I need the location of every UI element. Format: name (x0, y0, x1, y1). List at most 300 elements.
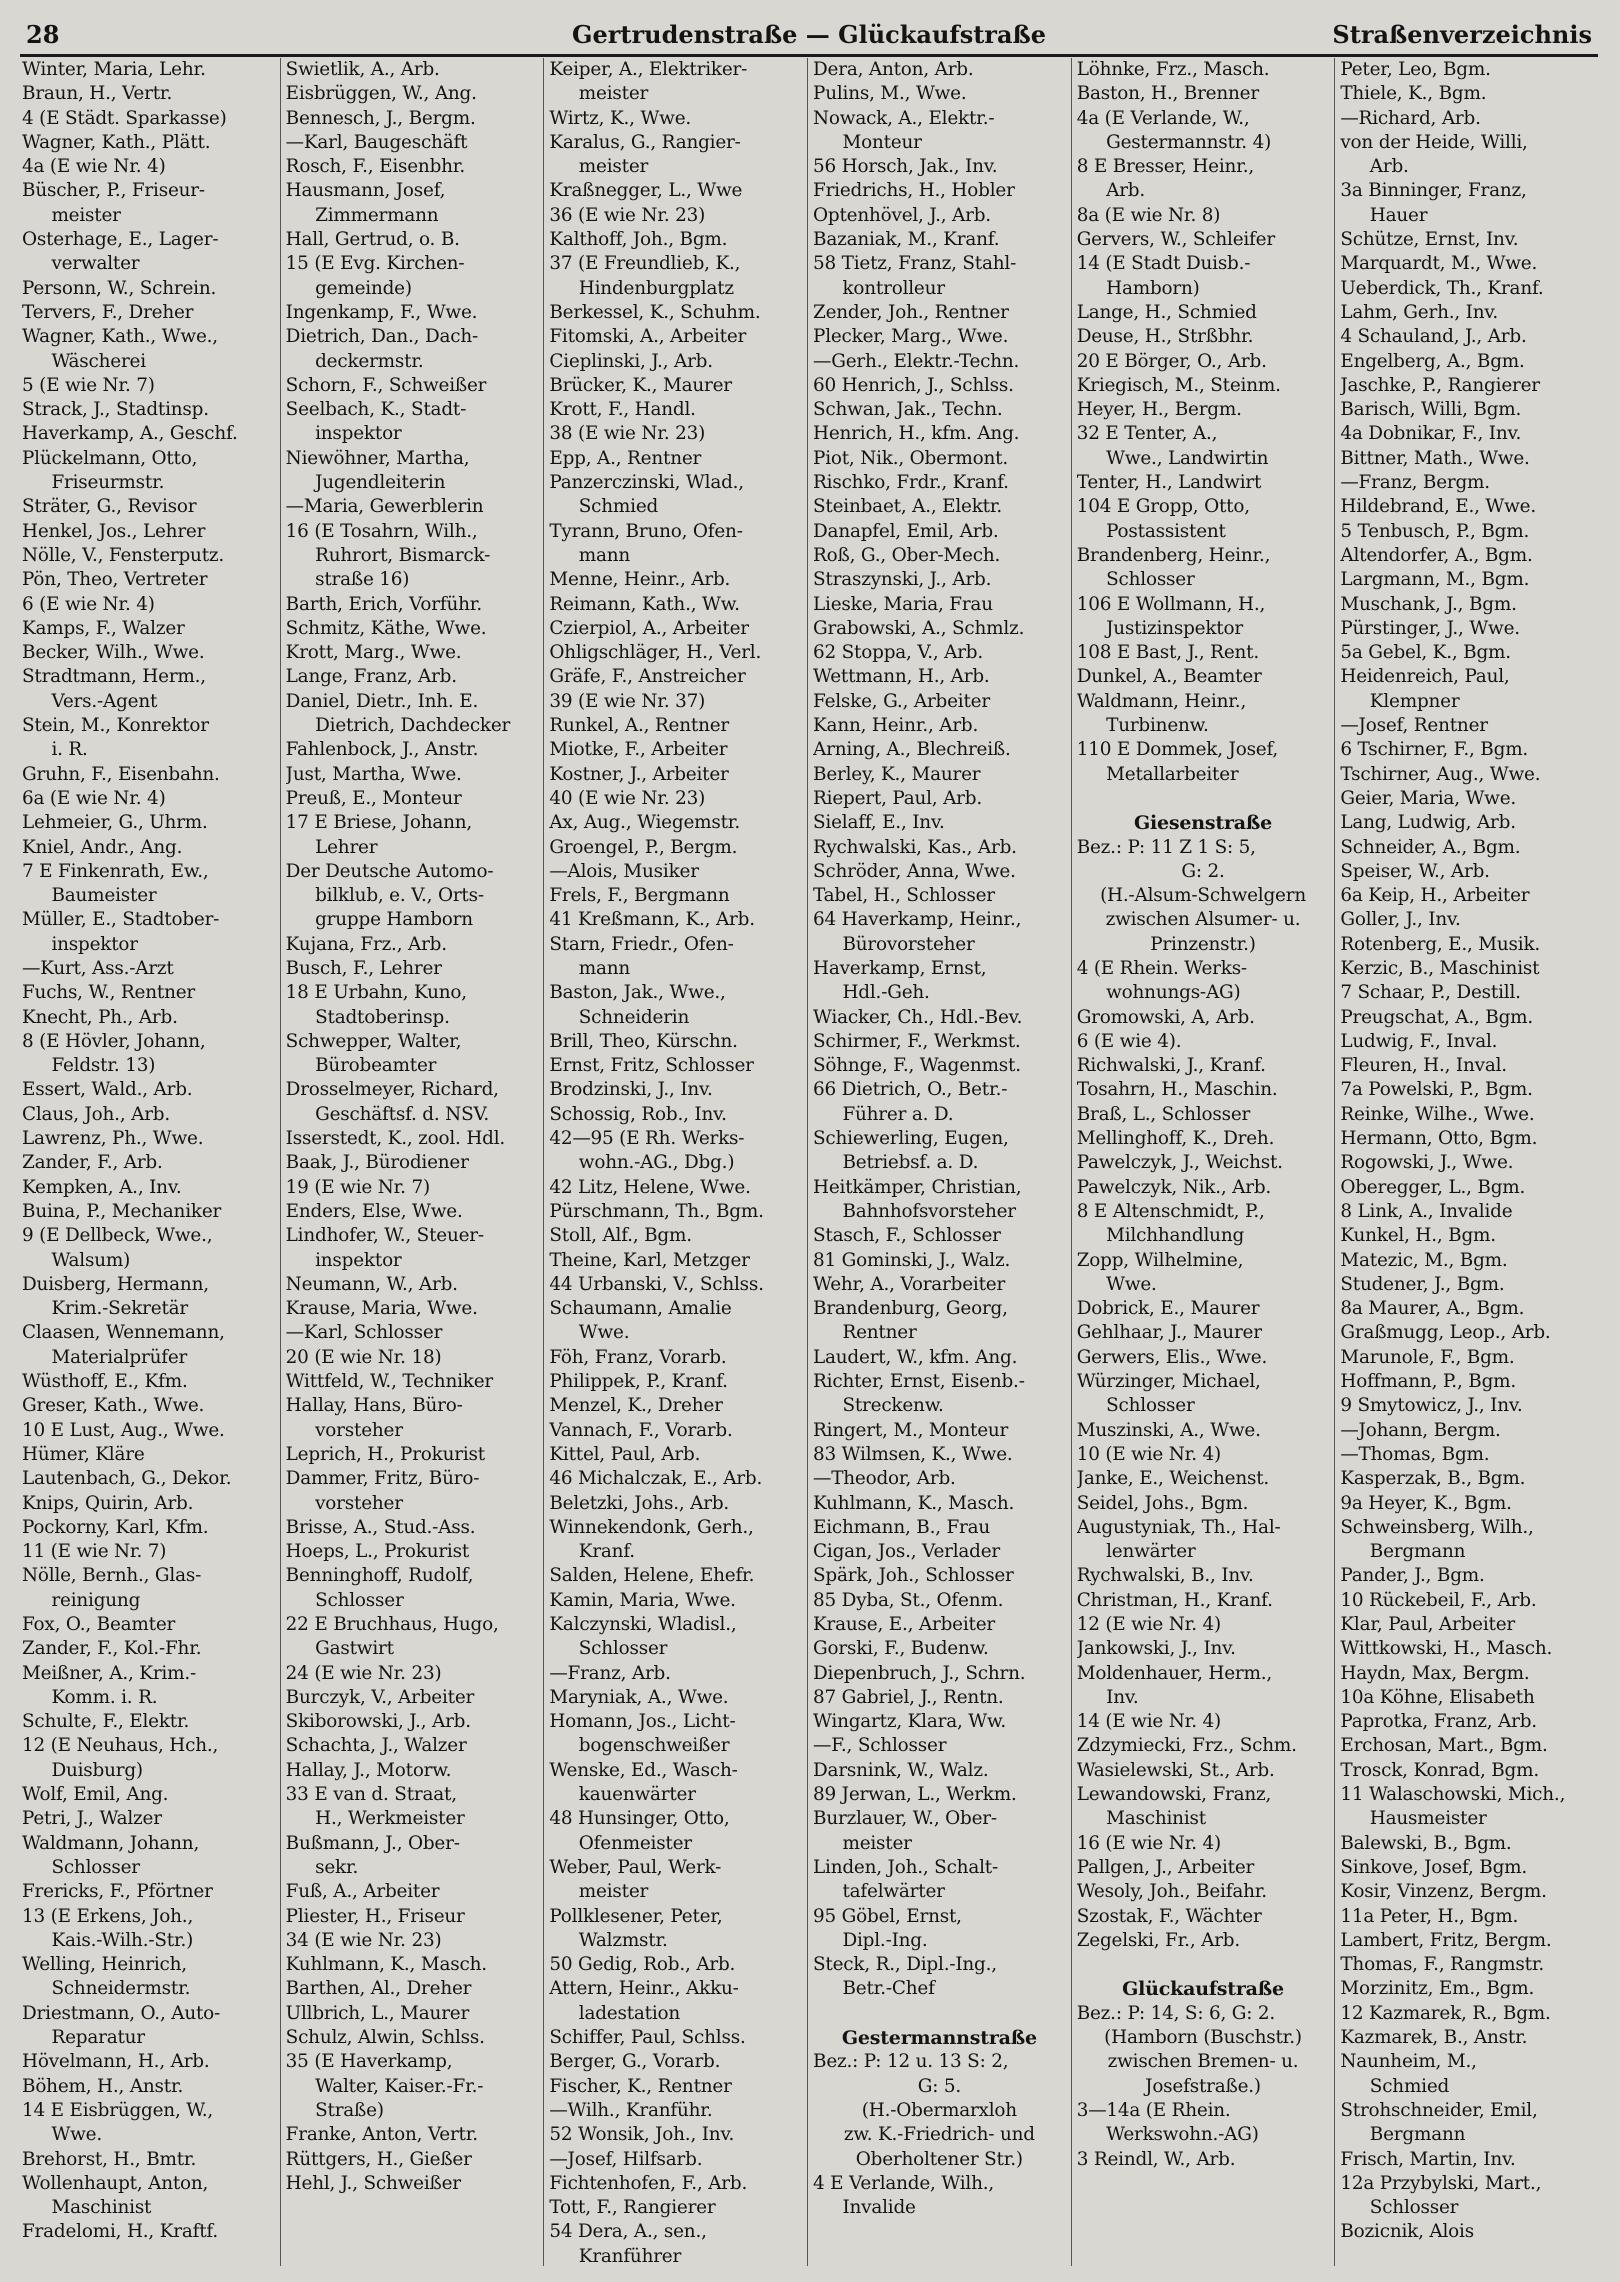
directory-entry: Seidel, Johs., Bgm. (1076, 1492, 1249, 1514)
directory-entry: Föh, Franz, Vorarb. (549, 1346, 727, 1368)
directory-entry: —Alois, Musiker (549, 860, 699, 882)
directory-entry: Schirmer, F., Werkmst. (813, 1030, 1021, 1052)
directory-entry: Busch, F., Lehrer (285, 957, 442, 979)
entry-continuation: Führer a. D. (842, 1103, 954, 1125)
directory-entry: Roß, G., Ober-Mech. (813, 544, 1001, 566)
column-6 (1334, 58, 1598, 2266)
entry-continuation: inspektor (315, 1249, 402, 1271)
directory-entry: Baston, Jak., Wwe., (549, 982, 726, 1004)
directory-entry: Kittel, Paul, Arb. (549, 1443, 701, 1465)
directory-entry: Lahm, Gerh., Inv. (1340, 301, 1499, 323)
entry-continuation: inspektor (315, 423, 402, 445)
entry-continuation: Schlosser (1369, 2197, 1459, 2219)
directory-entry: Hoeps, L., Prokurist (285, 1541, 470, 1563)
directory-entry: 6a Keip, H., Arbeiter (1340, 885, 1530, 907)
entry-continuation: Stadtoberinsp. (315, 1006, 450, 1028)
directory-entry: 66 Dietrich, O., Betr.- (813, 1079, 1008, 1101)
directory-entry: Müller, E., Stadtober- (22, 909, 220, 931)
directory-entry: Friedrichs, H., Hobler (813, 180, 1015, 202)
directory-entry: Krause, Maria, Wwe. (285, 1298, 478, 1320)
directory-entry: —Johann, Bergm. (1340, 1419, 1501, 1441)
directory-entry: 9 Smytowicz, J., Inv. (1340, 1395, 1523, 1417)
entry-continuation: Vers.-Agent (51, 690, 158, 712)
directory-entry: Kalczynski, Wladisl., (549, 1614, 737, 1635)
directory-entry: —Thomas, Bgm. (1340, 1443, 1490, 1465)
directory-entry: 24 (E wie Nr. 23) (285, 1662, 442, 1684)
directory-entry: Darsnink, W., Walz. (813, 1759, 989, 1781)
directory-entry: 58 Tietz, Franz, Stahl- (813, 253, 1017, 275)
directory-entry: Lehmeier, G., Uhrm. (22, 812, 208, 834)
directory-entry: Muschank, J., Bgm. (1340, 593, 1517, 615)
directory-entry: Franke, Anton, Vertr. (285, 2124, 478, 2146)
directory-entry: Bez.: P: 14, S: 6, G: 2. (1076, 2002, 1276, 2024)
entry-continuation: Bahnhofsvorsteher (842, 1200, 1016, 1222)
directory-entry: Heidenreich, Paul, (1340, 666, 1510, 688)
directory-entry: Ohligschläger, H., Verl. (549, 642, 762, 664)
directory-entry: Schulte, F., Elektr. (22, 1711, 190, 1733)
directory-entry: 14 (E wie Nr. 4) (1076, 1711, 1221, 1733)
directory-entry: Wittkowski, H., Masch. (1340, 1638, 1553, 1660)
directory-entry: Salden, Helene, Ehefr. (549, 1565, 755, 1587)
directory-entry: Pliester, H., Friseur (285, 1905, 465, 1927)
directory-columns (20, 58, 1598, 2266)
directory-entry: 12 (E Neuhaus, Hch., (22, 1735, 219, 1757)
page-header (20, 14, 1598, 57)
street-info: G: 2. (1181, 860, 1225, 882)
directory-entry: Ernst, Fritz, Schlosser (549, 1055, 754, 1077)
directory-entry: 54 Dera, A., sen., (549, 2221, 707, 2243)
entry-continuation: Turbinenw. (1106, 715, 1209, 737)
directory-entry: Dera, Anton, Arb. (813, 59, 974, 80)
directory-entry: Steck, R., Dipl.-Ing., (813, 1954, 997, 1976)
directory-entry: Frels, F., Bergmann (549, 885, 730, 907)
directory-entry: 42—95 (E Rh. Werks- (549, 1128, 745, 1150)
directory-entry: 64 Haverkamp, Heinr., (813, 909, 1022, 931)
directory-entry: Fichtenhofen, F., Arb. (549, 2172, 748, 2194)
entry-continuation: Geschäftsf. d. NSV. (315, 1103, 489, 1125)
directory-entry: Linden, Joh., Schalt- (813, 1856, 998, 1878)
entry-continuation: Gestermannstr. 4) (1106, 131, 1272, 153)
directory-entry: Preuß, E., Monteur (285, 787, 462, 809)
directory-entry: Wagner, Kath., Wwe., (22, 326, 218, 348)
directory-entry: Lautenbach, G., Dekor. (22, 1468, 232, 1490)
directory-entry: Starn, Friedr., Ofen- (549, 933, 734, 955)
directory-entry: 11a Peter, H., Bgm. (1340, 1905, 1519, 1927)
directory-entry: 85 Dyba, St., Ofenm. (813, 1589, 1004, 1611)
entry-continuation: Maschinist (51, 2197, 152, 2219)
entry-continuation: lenwärter (1106, 1541, 1196, 1563)
column-1 (20, 58, 280, 2266)
directory-entry: Wollenhaupt, Anton, (22, 2172, 209, 2194)
directory-entry: 5 Tenbusch, P., Bgm. (1340, 520, 1530, 542)
directory-entry: Spärk, Joh., Schlosser (813, 1565, 1014, 1587)
directory-entry: Hausmann, Josef, (285, 180, 446, 202)
directory-entry: Rogowski, J., Wwe. (1340, 1152, 1514, 1174)
directory-entry: Ueberdick, Th., Kranf. (1340, 277, 1544, 299)
directory-entry: 37 (E Freundlieb, K., (549, 253, 741, 275)
street-heading: Glückaufstraße (1122, 1978, 1284, 2001)
street-info: (Hamborn (Buschstr.) (1104, 2027, 1302, 2049)
directory-entry: Büscher, P., Friseur- (22, 180, 205, 202)
directory-entry: 60 Henrich, J., Schlss. (813, 374, 1014, 396)
directory-entry: Fuß, A., Arbeiter (285, 1881, 440, 1903)
directory-entry: Osterhage, E., Lager- (22, 229, 219, 251)
entry-continuation: Duisburg) (51, 1759, 143, 1781)
directory-entry: Schweinsberg, Wilh., (1340, 1516, 1534, 1538)
entry-continuation: bilklub, e. V., Orts- (315, 885, 484, 907)
directory-entry: 14 E Eisbrüggen, W., (22, 2099, 214, 2121)
entry-continuation: gemeinde) (315, 277, 412, 299)
entry-continuation: Arb. (1106, 180, 1146, 202)
directory-entry: —Theodor, Arb. (813, 1468, 956, 1490)
directory-entry: Wolf, Emil, Ang. (22, 1784, 169, 1806)
directory-entry: Keiper, A., Elektriker- (549, 59, 748, 80)
directory-entry: Mellinghoff, K., Dreh. (1076, 1128, 1275, 1150)
directory-entry: Krause, E., Arbeiter (813, 1614, 996, 1635)
directory-entry: Schossig, Rob., Inv. (549, 1103, 727, 1125)
directory-entry: Naunheim, M., (1340, 2051, 1477, 2073)
directory-entry: 35 (E Haverkamp, (285, 2051, 453, 2073)
directory-entry: 13 (E Erkens, Joh., (22, 1905, 194, 1927)
street-info: Josefstraße.) (1145, 2075, 1261, 2097)
directory-entry: Pürschmann, Th., Bgm. (549, 1200, 764, 1222)
spacer (813, 2002, 1066, 2026)
directory-entry: Löhnke, Frz., Masch. (1076, 59, 1270, 80)
directory-entry: Brodzinski, J., Inv. (549, 1079, 713, 1101)
directory-entry: 108 E Bast, J., Rent. (1076, 642, 1259, 664)
entry-continuation: Metallarbeiter (1106, 763, 1239, 785)
entry-continuation: vorsteher (315, 1492, 403, 1514)
directory-entry: Ax, Aug., Wiegemstr. (549, 812, 741, 834)
directory-entry: Nölle, Bernh., Glas- (22, 1565, 202, 1587)
entry-continuation: mann (578, 957, 631, 979)
directory-entry: Thomas, F., Rangmstr. (1340, 1954, 1545, 1976)
directory-entry: 41 Kreßmann, K., Arb. (549, 909, 755, 931)
entry-continuation: straße 16) (315, 569, 410, 591)
directory-entry: —Wilh., Kranführ. (549, 2099, 713, 2121)
directory-entry: Schwepper, Walter, (285, 1030, 462, 1052)
directory-entry: Kalthoff, Joh., Bgm. (549, 229, 728, 251)
entry-continuation: H., Werkmeister (315, 1808, 465, 1830)
entry-continuation: Hamborn) (1106, 277, 1200, 299)
directory-entry: 110 E Dommek, Josef, (1076, 739, 1279, 761)
section-title: Straßenverzeichnis (1332, 20, 1592, 49)
directory-entry: Nölle, V., Fensterputz. (22, 544, 225, 566)
directory-entry: 17 E Briese, Johann, (285, 812, 473, 834)
directory-entry: Heyer, H., Bergm. (1076, 399, 1242, 421)
directory-entry: Brandenburg, Georg, (813, 1298, 1008, 1320)
directory-entry: Kniel, Andr., Ang. (22, 836, 183, 858)
directory-entry: 10a Köhne, Elisabeth (1340, 1686, 1535, 1708)
directory-entry: 46 Michalczak, E., Arb. (549, 1468, 763, 1490)
directory-entry: 12 Kazmarek, R., Bgm. (1340, 2002, 1551, 2024)
directory-entry: 6 (E wie 4). (1076, 1030, 1182, 1052)
directory-entry: Fuchs, W., Rentner (22, 982, 195, 1004)
directory-entry: Pawelczyk, Nik., Arb. (1076, 1176, 1272, 1198)
entry-continuation: Friseurmstr. (51, 472, 165, 494)
directory-entry: Jankowski, J., Inv. (1076, 1638, 1236, 1660)
directory-entry: Wettmann, H., Arb. (813, 666, 990, 688)
directory-entry: Fischer, K., Rentner (549, 2075, 732, 2097)
directory-entry: Wingartz, Klara, Ww. (813, 1711, 1006, 1733)
directory-entry: —Gerh., Elektr.-Techn. (813, 350, 1020, 372)
directory-entry: 81 Gominski, J., Walz. (813, 1249, 1011, 1271)
directory-entry: Haydn, Max, Bergm. (1340, 1662, 1530, 1684)
directory-entry: Moldenhauer, Herm., (1076, 1662, 1273, 1684)
entry-continuation: Werkswohn.-AG) (1106, 2124, 1259, 2146)
entry-continuation: Bergmann (1369, 1541, 1466, 1563)
directory-entry: Christman, H., Kranf. (1076, 1589, 1273, 1611)
directory-entry: Largmann, M., Bgm. (1340, 569, 1530, 591)
directory-entry: 11 (E wie Nr. 7) (22, 1541, 167, 1563)
directory-entry: Rychwalski, Kas., Arb. (813, 836, 1017, 858)
directory-entry: Gehlhaar, J., Maurer (1076, 1322, 1262, 1344)
directory-entry: Menne, Heinr., Arb. (549, 569, 731, 591)
directory-entry: Winter, Maria, Lehr. (22, 59, 206, 80)
directory-entry: 14 (E Stadt Duisb.- (1076, 253, 1251, 275)
directory-entry: Schneider, A., Bgm. (1340, 836, 1521, 858)
entry-continuation: Arb. (1369, 156, 1409, 178)
directory-entry: Böhem, H., Anstr. (22, 2075, 184, 2097)
directory-entry: Knecht, Ph., Arb. (22, 1006, 178, 1028)
column-3 (543, 58, 807, 2266)
directory-entry: 3 Reindl, W., Arb. (1076, 2148, 1236, 2170)
directory-entry: Kann, Heinr., Arb. (813, 715, 979, 737)
directory-entry: Augustyniak, Th., Hal- (1076, 1516, 1281, 1538)
directory-entry: 4a Dobnikar, F., Inv. (1340, 423, 1522, 445)
entry-continuation: Schneidermstr. (51, 1978, 191, 2000)
directory-entry: Wiacker, Ch., Hdl.-Bev. (813, 1006, 1023, 1028)
directory-entry: Matezic, M., Bgm. (1340, 1249, 1508, 1271)
entry-continuation: Wwe., Landwirtin (1106, 447, 1269, 469)
directory-entry: Ludwig, F., Inval. (1340, 1030, 1498, 1052)
directory-entry: —F., Schlosser (813, 1735, 947, 1757)
directory-entry: Leprich, H., Prokurist (285, 1443, 485, 1465)
directory-entry: Reinke, Wilhe., Wwe. (1340, 1103, 1535, 1125)
directory-entry: Pander, J., Bgm. (1340, 1565, 1485, 1587)
directory-entry: Schwan, Jak., Techn. (813, 399, 1003, 421)
directory-entry: Sträter, G., Revisor (22, 496, 197, 518)
directory-entry: Hövelmann, H., Arb. (22, 2051, 210, 2073)
directory-entry: Fradelomi, H., Kraftf. (22, 2221, 219, 2243)
directory-entry: 48 Hunsinger, Otto, (549, 1808, 730, 1830)
directory-entry: Barisch, Willi, Bgm. (1340, 399, 1522, 421)
directory-entry: Pockorny, Karl, Kfm. (22, 1516, 209, 1538)
directory-entry: Swietlik, A., Arb. (285, 59, 440, 80)
directory-entry: Gruhn, F., Eisenbahn. (22, 763, 220, 785)
directory-entry: 106 E Wollmann, H., (1076, 593, 1266, 615)
directory-entry: Paprotka, Franz, Arb. (1340, 1711, 1537, 1733)
directory-entry: Gräfe, F., Anstreicher (549, 666, 746, 688)
directory-entry: Kempken, A., Inv. (22, 1176, 182, 1198)
directory-entry: Diepenbruch, J., Schrn. (813, 1662, 1026, 1684)
entry-continuation: Schmied (1369, 2075, 1450, 2097)
directory-entry: Rotenberg, E., Musik. (1340, 933, 1541, 955)
directory-entry: Strack, J., Stadtinsp. (22, 399, 209, 421)
street-info: (H.-Obermarxloh (861, 2099, 1017, 2121)
directory-entry: Fahlenbock, J., Anstr. (285, 739, 479, 761)
directory-entry: Bennesch, J., Bergm. (285, 107, 476, 129)
directory-entry: Hallay, Hans, Büro- (285, 1395, 463, 1417)
entry-continuation: wohnungs-AG) (1106, 982, 1241, 1004)
directory-entry: Nowack, A., Elektr.- (813, 107, 995, 129)
directory-entry: Karalus, G., Rangier- (549, 131, 741, 153)
directory-entry: Ringert, M., Monteur (813, 1419, 1009, 1441)
directory-entry: Lambert, Fritz, Bergm. (1340, 1929, 1552, 1951)
directory-entry: 4a (E Verlande, W., (1076, 107, 1250, 129)
entry-continuation: ladestation (578, 2002, 681, 2024)
directory-entry: Graßmugg, Leop., Arb. (1340, 1322, 1551, 1344)
directory-entry: Danapfel, Emil, Arb. (813, 520, 999, 542)
directory-entry: Janke, E., Weichenst. (1076, 1468, 1270, 1490)
directory-entry: Ullbrich, L., Maurer (285, 2002, 470, 2024)
directory-entry: Gervers, W., Schleifer (1076, 229, 1275, 251)
directory-entry: Zander, F., Arb. (22, 1152, 163, 1174)
directory-entry: Tabel, H., Schlosser (813, 885, 995, 907)
directory-entry: Hümer, Kläre (22, 1443, 145, 1465)
directory-entry: Seelbach, K., Stadt- (285, 399, 467, 421)
directory-entry: Stein, M., Konrektor (22, 715, 209, 737)
directory-entry: 36 (E wie Nr. 23) (549, 204, 706, 226)
directory-entry: Wehr, A., Vorarbeiter (813, 1273, 1006, 1295)
directory-entry: 34 (E wie Nr. 23) (285, 1929, 442, 1951)
directory-entry: Zegelski, Fr., Arb. (1076, 1929, 1241, 1951)
directory-entry: Würzinger, Michael, (1076, 1371, 1261, 1393)
directory-entry: Gromowski, A, Arb. (1076, 1006, 1255, 1028)
directory-entry: Buina, P., Mechaniker (22, 1200, 222, 1222)
directory-entry: Cigan, Jos., Verlader (813, 1541, 1001, 1563)
entry-continuation: Straße) (315, 2099, 384, 2121)
directory-entry: Frericks, F., Pförtner (22, 1881, 213, 1903)
entry-continuation: Walsum) (51, 1249, 131, 1271)
directory-entry: Winnekendonk, Gerh., (549, 1516, 754, 1538)
directory-entry: 9a Heyer, K., Bgm. (1340, 1492, 1512, 1514)
directory-entry: Piot, Nik., Obermont. (813, 447, 1008, 469)
entry-continuation: Bürovorsteher (842, 933, 975, 955)
directory-entry: Grabowski, A., Schmlz. (813, 617, 1025, 639)
entry-continuation: Hausmeister (1369, 1808, 1487, 1830)
directory-entry: Vannach, F., Vorarb. (549, 1419, 733, 1441)
entry-continuation: Postassistent (1106, 520, 1226, 542)
directory-entry: —Karl, Baugeschäft (285, 131, 468, 153)
directory-entry: Schröder, Anna, Wwe. (813, 860, 1016, 882)
directory-entry: Weber, Paul, Werk- (549, 1856, 722, 1878)
directory-entry: Schorn, F., Schweißer (285, 374, 487, 396)
directory-entry: Brill, Theo, Kürschn. (549, 1030, 738, 1052)
entry-continuation: inspektor (51, 933, 138, 955)
directory-entry: 89 Jerwan, L., Werkm. (813, 1784, 1017, 1806)
directory-entry: Heitkämper, Christian, (813, 1176, 1022, 1198)
directory-entry: 8 E Bresser, Heinr., (1076, 156, 1255, 178)
directory-entry: Braß, L., Schlosser (1076, 1103, 1251, 1125)
directory-entry: Miotke, F., Arbeiter (549, 739, 728, 761)
street-info: Prinzenstr.) (1150, 933, 1256, 955)
directory-entry: Pürstinger, J., Wwe. (1340, 617, 1520, 639)
directory-entry: 8a Maurer, A., Bgm. (1340, 1298, 1525, 1320)
page-title: Gertrudenstraße — Glückaufstraße (571, 20, 1047, 49)
directory-entry: Kuhlmann, K., Masch. (285, 1954, 487, 1976)
directory-entry: 56 Horsch, Jak., Inv. (813, 156, 998, 178)
directory-entry: Erchosan, Mart., Bgm. (1340, 1735, 1548, 1757)
directory-entry: —Franz, Arb. (549, 1662, 671, 1684)
column-5 (1071, 58, 1335, 2266)
directory-entry: Schulz, Alwin, Schlss. (285, 2027, 485, 2049)
directory-entry: 83 Wilmsen, K., Wwe. (813, 1443, 1013, 1465)
directory-entry: Tosahrn, H., Maschin. (1076, 1079, 1278, 1101)
directory-entry: Schiewerling, Eugen, (813, 1128, 1009, 1150)
directory-entry: Dammer, Fritz, Büro- (285, 1468, 480, 1490)
directory-entry: Kazmarek, B., Anstr. (1340, 2027, 1528, 2049)
directory-entry: Knips, Quirin, Arb. (22, 1492, 194, 1514)
directory-entry: Deuse, H., Strßbhr. (1076, 326, 1254, 348)
directory-entry: 10 (E wie Nr. 4) (1076, 1443, 1221, 1465)
directory-entry: Geier, Maria, Wwe. (1340, 787, 1517, 809)
directory-entry: Tyrann, Bruno, Ofen- (549, 520, 743, 542)
street-info: zwischen Alsumer- u. (1105, 909, 1301, 931)
directory-entry: Essert, Wald., Arb. (22, 1079, 193, 1101)
entry-continuation: meister (578, 156, 649, 178)
entry-continuation: tafelwärter (842, 1881, 945, 1903)
directory-entry: Brehorst, H., Bmtr. (22, 2148, 197, 2170)
directory-entry: Kuhlmann, K., Masch. (813, 1492, 1015, 1514)
directory-entry: 87 Gabriel, J., Rentn. (813, 1686, 1004, 1708)
directory-entry: Balewski, B., Bgm. (1340, 1832, 1512, 1854)
directory-entry: Marunole, F., Bgm. (1340, 1346, 1515, 1368)
directory-entry: Kraßnegger, L., Wwe (549, 180, 743, 202)
directory-entry: Kujana, Frz., Arb. (285, 933, 447, 955)
directory-entry: Bez.: P: 11 Z 1 S: 5, (1076, 836, 1256, 858)
directory-entry: Kasperzak, B., Bgm. (1340, 1468, 1526, 1490)
directory-entry: Szostak, F., Wächter (1076, 1905, 1262, 1927)
entry-continuation: i. R. (51, 739, 88, 761)
directory-entry: Lieske, Maria, Frau (813, 593, 993, 615)
directory-entry: Baak, J., Bürodiener (285, 1152, 469, 1174)
entry-continuation: meister (578, 1881, 649, 1903)
directory-entry: 38 (E wie Nr. 23) (549, 423, 706, 445)
directory-entry: Krott, Marg., Wwe. (285, 642, 462, 664)
entry-continuation: wohn.-AG., Dbg.) (578, 1152, 735, 1174)
directory-entry: Epp, A., Rentner (549, 447, 702, 469)
directory-entry: Claus, Joh., Arb. (22, 1103, 171, 1125)
directory-entry: Schaumann, Amalie (549, 1298, 732, 1320)
directory-entry: Tschirner, Aug., Wwe. (1340, 763, 1541, 785)
directory-entry: Barthen, Al., Dreher (285, 1978, 472, 2000)
directory-entry: Lange, H., Schmied (1076, 301, 1257, 323)
street-info: Oberholtener Str.) (855, 2148, 1023, 2170)
directory-entry: Bußmann, J., Ober- (285, 1832, 460, 1854)
street-heading: Giesenstraße (1133, 812, 1273, 835)
entry-continuation: verwalter (51, 253, 140, 275)
directory-entry: 4 E Verlande, Wilh., (813, 2172, 995, 2194)
directory-entry: Henrich, H., kfm. Ang. (813, 423, 1020, 445)
directory-entry: Wirtz, K., Wwe. (549, 107, 692, 129)
directory-entry: Driestmann, O., Auto- (22, 2002, 221, 2024)
directory-entry: 50 Gedig, Rob., Arb. (549, 1954, 736, 1976)
directory-entry: Beletzki, Johs., Arb. (549, 1492, 730, 1514)
directory-entry: Hall, Gertrud, o. B. (285, 229, 460, 251)
directory-entry: von der Heide, Willi, (1340, 131, 1528, 153)
directory-entry: Plecker, Marg., Wwe. (813, 326, 1009, 348)
directory-entry: Wenske, Ed., Wasch- (549, 1759, 738, 1781)
directory-entry: 6 (E wie Nr. 4) (22, 593, 155, 615)
directory-entry: 52 Wonsik, Joh., Inv. (549, 2124, 735, 2146)
directory-entry: Pön, Theo, Vertreter (22, 569, 208, 591)
directory-entry: Arning, A., Blechreiß. (813, 739, 1011, 761)
directory-entry: Muszinski, A., Wwe. (1076, 1419, 1261, 1441)
directory-entry: Pulins, M., Wwe. (813, 83, 967, 105)
directory-entry: Jaschke, P., Rangierer (1340, 374, 1540, 396)
directory-entry: Hildebrand, E., Wwe. (1340, 496, 1536, 518)
